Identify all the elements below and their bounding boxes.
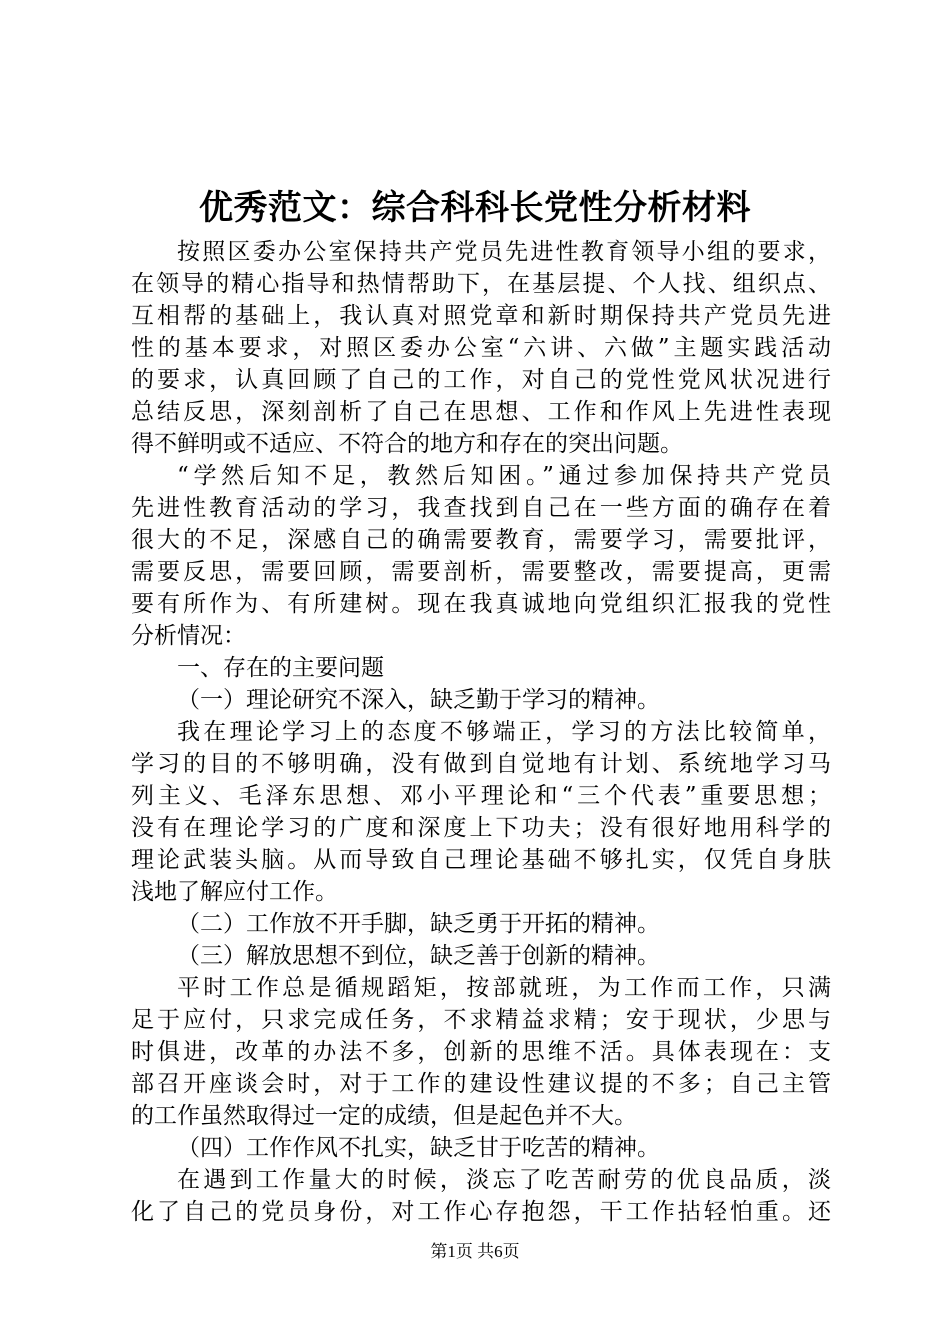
body-text-line: 足于应付，只求完成任务，不求精益求精；安于现状，少思与 bbox=[131, 1007, 831, 1033]
body-text-line: （二）工作放不开手脚，缺乏勇于开拓的精神。 bbox=[177, 911, 660, 937]
body-text-line: 需要反思，需要回顾，需要剖析，需要整改，需要提高，更需 bbox=[131, 559, 831, 585]
body-text-line: 总结反思，深刻剖析了自己在思想、工作和作风上先进性表现 bbox=[131, 399, 831, 425]
body-text-line: 没有在理论学习的广度和深度上下功夫；没有很好地用科学的 bbox=[131, 815, 831, 841]
body-text-line: 很大的不足，深感自己的确需要教育，需要学习，需要批评， bbox=[131, 527, 831, 553]
document-body bbox=[131, 236, 831, 1228]
body-text-line: 在领导的精心指导和热情帮助下，在基层提、个人找、组织点、 bbox=[131, 271, 831, 297]
body-text-line: 分析情况： bbox=[131, 623, 246, 649]
body-text-line: 在遇到工作量大的时候，淡忘了吃苦耐劳的优良品质，淡 bbox=[177, 1167, 831, 1193]
body-text-line: 化了自己的党员身份，对工作心存抱怨，干工作拈轻怕重。还 bbox=[131, 1199, 831, 1225]
body-text-line: （三）解放思想不到位，缺乏善于创新的精神。 bbox=[177, 943, 660, 969]
body-text-line: 时俱进，改革的办法不多，创新的思维不活。具体表现在：支 bbox=[131, 1039, 831, 1065]
body-text-line: 一、存在的主要问题 bbox=[177, 655, 384, 681]
body-text-line: 平时工作总是循规蹈矩，按部就班，为工作而工作，只满 bbox=[177, 975, 831, 1001]
page-number-footer: 第1页 共6页 bbox=[430, 1242, 520, 1261]
body-text-line: 学习的目的不够明确，没有做到自觉地有计划、系统地学习马 bbox=[131, 751, 831, 777]
body-text-line: 我在理论学习上的态度不够端正，学习的方法比较简单， bbox=[177, 719, 831, 745]
body-text-line: 性的基本要求，对照区委办公室“六讲、六做”主题实践活动 bbox=[131, 335, 831, 361]
body-text-line: 按照区委办公室保持共产党员先进性教育领导小组的要求， bbox=[177, 239, 831, 265]
body-text-line: 部召开座谈会时，对于工作的建设性建议提的不多；自己主管 bbox=[131, 1071, 831, 1097]
body-text-line: 先进性教育活动的学习，我查找到自己在一些方面的确存在着 bbox=[131, 495, 831, 521]
body-text-line: 理论武装头脑。从而导致自己理论基础不够扎实，仅凭自身肤 bbox=[131, 847, 831, 873]
body-text-line: 得不鲜明或不适应、不符合的地方和存在的突出问题。 bbox=[131, 431, 683, 457]
body-text-line: “学然后知不足，教然后知困。”通过参加保持共产党员 bbox=[177, 463, 831, 489]
body-text-line: 浅地了解应付工作。 bbox=[131, 879, 338, 905]
body-text-line: （一）理论研究不深入，缺乏勤于学习的精神。 bbox=[177, 687, 660, 713]
document-title: 优秀范文：综合科科长党性分析材料 bbox=[199, 188, 751, 228]
body-text-line: 的要求，认真回顾了自己的工作，对自己的党性党风状况进行 bbox=[131, 367, 831, 393]
body-text-line: 要有所作为、有所建树。现在我真诚地向党组织汇报我的党性 bbox=[131, 591, 831, 617]
body-text-line: 的工作虽然取得过一定的成绩，但是起色并不大。 bbox=[131, 1103, 637, 1129]
body-text-line: 互相帮的基础上，我认真对照党章和新时期保持共产党员先进 bbox=[131, 303, 831, 329]
body-text-line: （四）工作作风不扎实，缺乏甘于吃苦的精神。 bbox=[177, 1135, 660, 1161]
body-text-line: 列主义、毛泽东思想、邓小平理论和“三个代表”重要思想； bbox=[131, 783, 831, 809]
